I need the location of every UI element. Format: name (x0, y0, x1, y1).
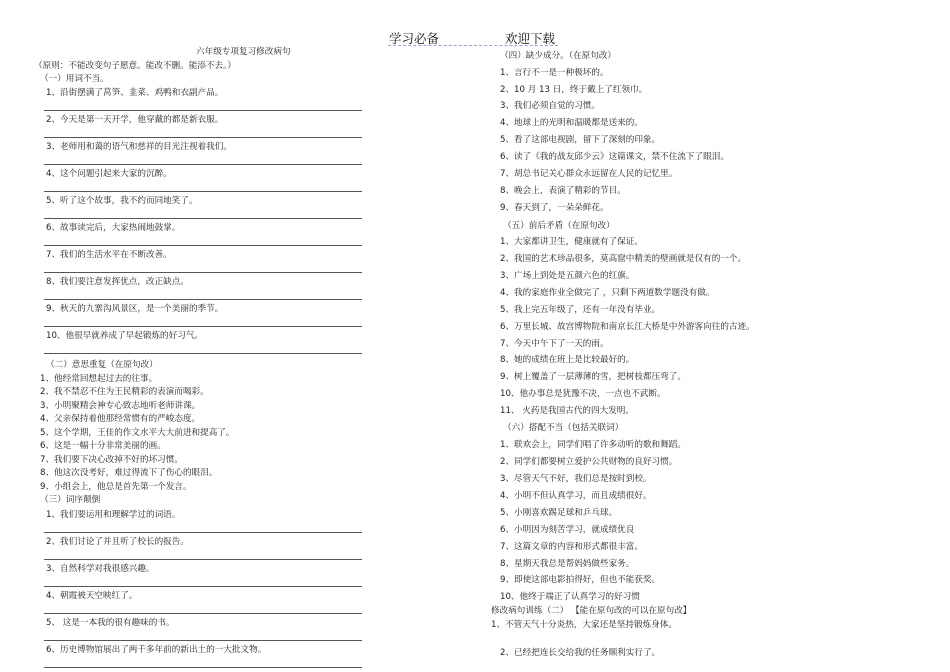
exercise-item: 7、胡总书记关心群众永远留在人民的记忆里。 (500, 169, 678, 179)
exercise-item: 7、我们的生活水平在不断改善。 (46, 250, 172, 260)
exercise-item: 3、广场上到处是五颜六色的红旗。 (500, 271, 635, 281)
answer-line (44, 164, 362, 165)
exercise-item: 8、他这次没考好，难过得流下了伤心的眼泪。 (40, 468, 218, 478)
answer-line (44, 218, 362, 219)
exercise-item: 8、我们要注意发挥优点，改正缺点。 (46, 277, 189, 287)
exercise-item: 5、看了这部电视剧，留下了深刻的印象。 (500, 135, 661, 145)
answer-line (44, 667, 362, 668)
exercise-item: 5、小刚喜欢踢足球和乒乓球。 (500, 508, 618, 518)
exercise-item: 4、地球上的光明和温暖都是送来的。 (500, 118, 643, 128)
exercise-item: 5、这个学期，王佳的作文水平大大前进和提高了。 (40, 428, 235, 438)
exercise-item: 6、这是一幅十分非常美丽的画。 (40, 441, 166, 451)
exercise-item: 2、今天是第一天开学，他穿戴的都是新衣服。 (46, 115, 224, 125)
exercise-item: 6、历史博物馆展出了两千多年前的新出土的一大批文物。 (46, 645, 267, 655)
exercise-item: 4、父亲保持着他那经常惯有的严峻态度。 (40, 414, 201, 424)
answer-line (44, 299, 362, 300)
worksheet-title: 六年级专项复习修改病句 (196, 47, 291, 57)
exercise-item: 9、树上覆盖了一层薄薄的雪，把树枝都压弯了。 (500, 372, 686, 382)
exercise-item: 3、自然科学对我很感兴趣。 (46, 564, 155, 574)
header-dashed-divider (388, 45, 558, 46)
exercise-item: 1、联欢会上，同学们唱了许多动听的歌和舞蹈。 (500, 440, 686, 450)
worksheet-principle: （原则：不能改变句子愿意。能改不删。能添不去。） (34, 61, 236, 71)
answer-line (44, 110, 362, 111)
answer-line (44, 191, 362, 192)
exercise-item: 2、同学们都要树立爱护公共财物的良好习惯。 (500, 457, 678, 467)
answer-line (44, 326, 362, 327)
answer-line (44, 613, 362, 614)
exercise-item: 1、言行不一是一种极坏的。 (500, 68, 609, 78)
answer-line (44, 559, 362, 560)
section-heading: （二）意思重复（在原句改） (46, 360, 158, 370)
exercise-item: 10、他终于端正了认真学习的好习惯 (500, 592, 640, 602)
exercise-item: 5、听了这个故事，我不约而同地笑了。 (46, 196, 198, 206)
exercise-item: 8、星期天我总是帮妈妈做些家务。 (500, 559, 635, 569)
exercise-item: 4、这个问题引起来大家的沉醉。 (46, 169, 172, 179)
exercise-item: 4、朝霞被天空映红了。 (46, 591, 138, 601)
exercise-item: 8、晚会上，表演了精彩的节目。 (500, 186, 626, 196)
exercise-item: 10、他办事总是犹豫不决，一点也不武断。 (500, 389, 666, 399)
exercise-item: 5、我上完五年级了，还有一年没有毕业。 (500, 305, 661, 315)
exercise-item: 1、不管天气十分炎热，大家还是坚持锻炼身体。 (491, 620, 677, 630)
exercise-item: 11、 火药是我国古代的四大发明。 (500, 406, 634, 416)
section-heading: （五）前后矛盾（在原句改） (503, 221, 615, 231)
answer-line (44, 245, 362, 246)
exercise-item: 2、我不禁忍不住为王民精彩的表演而喝彩。 (40, 387, 209, 397)
answer-line (44, 586, 362, 587)
exercise-item: 1、他经常回想起过去的往事。 (40, 374, 158, 384)
exercise-item: 4、我的家庭作业全做完了 ，只剩下两道数学题没有做。 (500, 288, 715, 298)
exercise-item: 3、尽管天气不好，我们总是按时到校。 (500, 474, 652, 484)
exercise-item: 2、已经把连长交给我的任务顺利实行了。 (500, 648, 661, 658)
exercise-item: 9、小组会上，他总是首先第一个发言。 (40, 482, 192, 492)
exercise-item: 9、即使这部电影拍得好，但也不能获奖。 (500, 575, 661, 585)
exercise-item: 6、万里长城、故宫博物院和南京长江大桥是中外游客向往的古迹。 (500, 322, 755, 332)
exercise-item: 9、春天到了，一朵朵鲜花。 (500, 203, 609, 213)
exercise-item: 3、老师用和蔼的语气和慈祥的目光注视着我们。 (46, 142, 232, 152)
exercise-item: 1、大家都讲卫生，健康就有了保证。 (500, 237, 643, 247)
section-heading: （四）缺少成分。（在原句改） (500, 51, 617, 61)
section-heading: （六）搭配不当（包括关联词） (503, 423, 624, 433)
header-left-text: 学习必备 (389, 31, 440, 46)
section-heading: （三）词序颠倒 (40, 495, 101, 505)
exercise-item: 10、他很早就养成了早起锻炼的好习气。 (46, 331, 204, 341)
exercise-item: 2、10 月 13 日，终于戴上了红领巾。 (500, 85, 648, 95)
exercise-item: 3、我们必须自觉的习惯。 (500, 101, 600, 111)
exercise-item: 7、今天中午下了一天的雨。 (500, 339, 609, 349)
exercise-item: 9、秋天的九寨沟风景区，是一个美丽的季节。 (46, 304, 224, 314)
exercise-item: 5、 这是一本我的很有趣味的书。 (46, 618, 175, 628)
exercise-item: 2、我们讨论了并且听了校长的报告。 (46, 537, 189, 547)
exercise-item: 6、故事读完后，大家热闹地鼓掌。 (46, 223, 181, 233)
exercise-item: 1、沿街摆满了莴笋、韭菜、鸡鸭和衣副产品。 (46, 88, 224, 98)
exercise-item: 1、我们要运用和理解学过的词语。 (46, 510, 181, 520)
exercise-item: 7、这篇文章的内容和形式都很丰富。 (500, 542, 643, 552)
answer-line (44, 640, 362, 641)
header-right-text: 欢迎下载 (505, 31, 556, 46)
exercise-item: 2、我国的艺术珍品很多，莫高窟中精美的壁画就是仅有的一个。 (500, 254, 747, 264)
exercise-item: 3、小明聚精会神专心致志地听老师讲课。 (40, 401, 201, 411)
section-heading: （一）用词不当。 (40, 74, 109, 84)
answer-line (44, 137, 362, 138)
exercise-item: 8、她的成绩在班上是比较最好的。 (500, 355, 635, 365)
answer-line (44, 353, 362, 354)
answer-line (44, 532, 362, 533)
exercise-item: 4、小明不但认真学习，而且成绩很好。 (500, 491, 652, 501)
answer-line (44, 272, 362, 273)
exercise-item: 7、我们要下决心改掉不好的坏习惯。 (40, 455, 183, 465)
section-heading: 修改病句训练（二） 【能在原句改的可以在原句改】 (491, 606, 692, 616)
exercise-item: 6、小明因为刻苦学习，就成绩优良 (500, 525, 635, 535)
exercise-item: 6、读了《我的战友邱少云》这篇课文，禁不住流下了眼泪。 (500, 152, 729, 162)
